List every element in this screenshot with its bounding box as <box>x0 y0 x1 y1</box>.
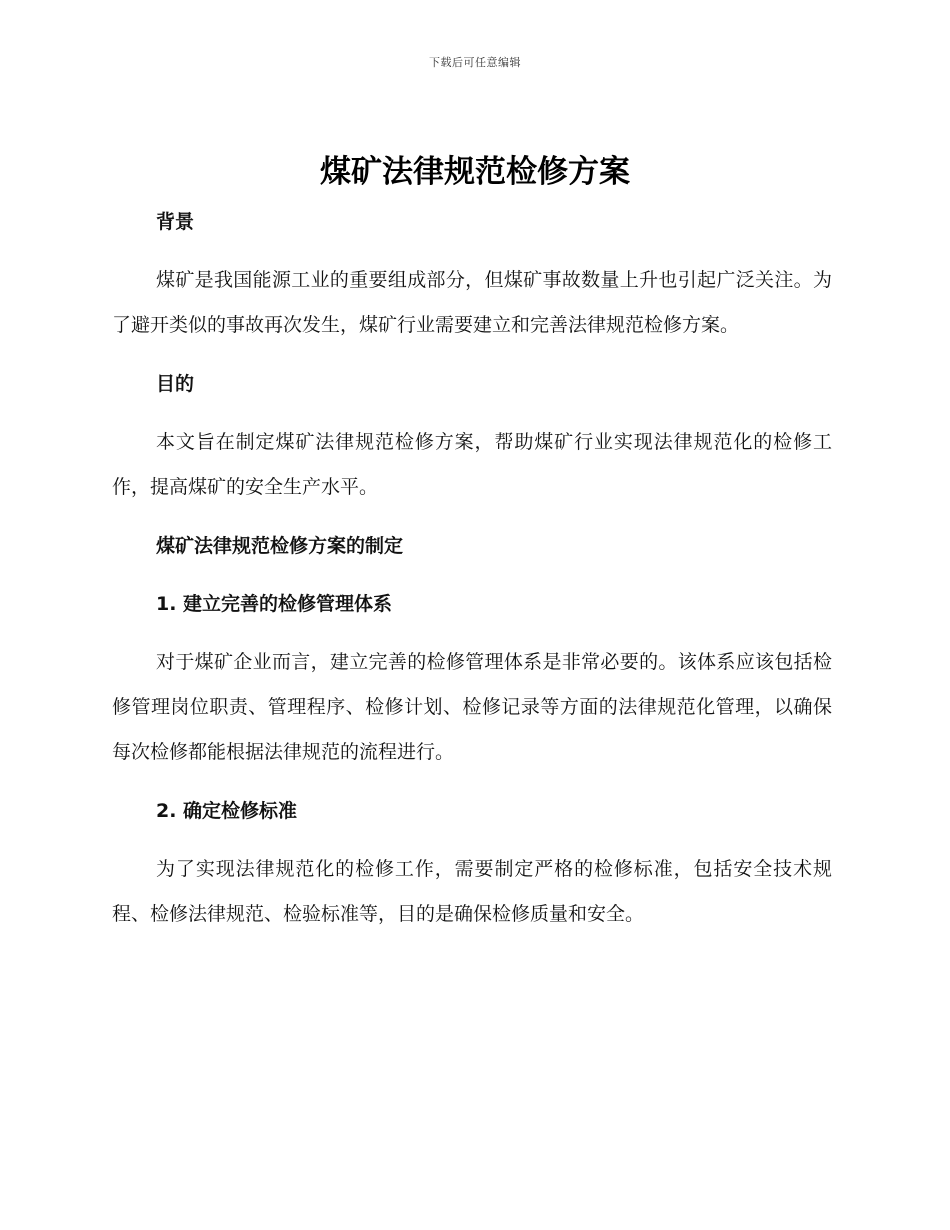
document-body <box>112 200 832 937</box>
section-paragraph-management-system: 对于煤矿企业而言，建立完善的检修管理体系是非常必要的。该体系应该包括检修管理岗位职责、管理程序、检修计划、检修记录等方面的法律规范化管理，以确保每次检修都能根据法律规范的流程进行。 <box>112 651 832 763</box>
section-paragraph-purpose: 本文旨在制定煤矿法律规范检修方案，帮助煤矿行业实现法律规范化的检修工作，提高煤矿的安全生产水平。 <box>112 431 832 498</box>
section-paragraph-standards: 为了实现法律规范化的检修工作，需要制定严格的检修标准，包括安全技术规程、检修法律规范、检验标准等，目的是确保检修质量和安全。 <box>112 858 832 925</box>
section-heading-standards: 2. 确定检修标准 <box>156 800 298 822</box>
document-title: 煤矿法律规范检修方案 <box>320 154 630 190</box>
section-paragraph-background: 煤矿是我国能源工业的重要组成部分，但煤矿事故数量上升也引起广泛关注。为了避开类似的事故再次发生，煤矿行业需要建立和完善法律规范检修方案。 <box>112 269 832 336</box>
section-heading-management-system: 1. 建立完善的检修管理体系 <box>156 593 393 615</box>
section-heading-formulation: 煤矿法律规范检修方案的制定 <box>156 535 404 557</box>
section-heading-purpose: 目的 <box>156 373 195 395</box>
section-heading-background: 背景 <box>156 211 195 233</box>
page-header-note: 下载后可任意编辑 <box>429 56 521 69</box>
